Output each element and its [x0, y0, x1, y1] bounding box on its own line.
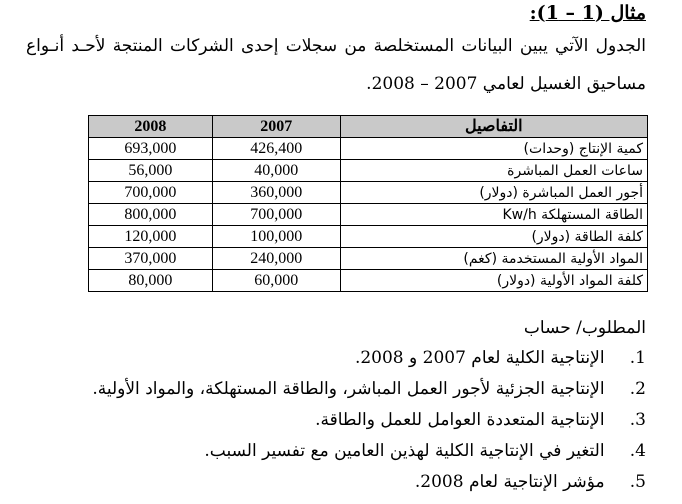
cell-label: كمية الإنتاج (وحدات) — [340, 138, 647, 160]
list-item — [92, 436, 646, 467]
cell-2008: 800,000 — [89, 204, 213, 226]
item-number: 3. — [629, 410, 646, 430]
cell-2007: 426,400 — [212, 138, 340, 160]
item-number: 4. — [629, 441, 646, 461]
list-item — [92, 467, 646, 498]
cell-2008: 700,000 — [89, 182, 213, 204]
intro-line-2: مساحيق الغسيل لعامي 2007 – 2008. — [366, 74, 646, 94]
example-title — [530, 2, 646, 24]
cell-label: أجور العمل المباشرة (دولار) — [340, 182, 647, 204]
cell-label: المواد الأولية المستخدمة (كغم) — [340, 248, 647, 270]
cell-2007: 100,000 — [212, 226, 340, 248]
requirements-list — [92, 343, 646, 498]
data-table — [88, 115, 648, 292]
list-item — [92, 343, 646, 374]
item-number: 1. — [629, 348, 646, 368]
cell-2008: 693,000 — [89, 138, 213, 160]
cell-2007: 60,000 — [212, 270, 340, 292]
cell-label: الطاقة المستهلكة Kw/h — [340, 204, 647, 226]
item-number: 5. — [629, 472, 646, 492]
intro-line-1: الجدول الآتي يبين البيانات المستخلصة من سجلات إحدى الشركات المنتجة لأحـد أنـواع — [26, 36, 646, 56]
cell-2007: 360,000 — [212, 182, 340, 204]
cell-2008: 80,000 — [89, 270, 213, 292]
table-row — [89, 270, 648, 292]
requirements-title: المطلوب/ حساب — [523, 318, 646, 338]
header-details: التفاصيل — [340, 116, 647, 138]
item-text: الإنتاجية الكلية لعام 2007 و 2008. — [354, 348, 605, 368]
table-row — [89, 182, 648, 204]
item-number: 2. — [629, 379, 646, 399]
header-2007: 2007 — [212, 116, 340, 138]
cell-2008: 56,000 — [89, 160, 213, 182]
cell-label: كلفة المواد الأولية (دولار) — [340, 270, 647, 292]
cell-2008: 370,000 — [89, 248, 213, 270]
item-text: الإنتاجية المتعددة العوامل للعمل والطاقة. — [315, 410, 605, 430]
table-row — [89, 226, 648, 248]
cell-2007: 40,000 — [212, 160, 340, 182]
cell-2007: 700,000 — [212, 204, 340, 226]
header-2008: 2008 — [89, 116, 213, 138]
item-text: مؤشر الإنتاجية لعام 2008. — [414, 472, 605, 492]
cell-label: كلفة الطاقة (دولار) — [340, 226, 647, 248]
cell-label: ساعات العمل المباشرة — [340, 160, 647, 182]
list-item — [92, 405, 646, 436]
table-row — [89, 248, 648, 270]
cell-2007: 240,000 — [212, 248, 340, 270]
table-row — [89, 138, 648, 160]
table-row — [89, 204, 648, 226]
example-title-text: مثال (1 – 1): — [529, 2, 646, 24]
cell-2008: 120,000 — [89, 226, 213, 248]
list-item — [92, 374, 646, 405]
table-row — [89, 160, 648, 182]
table-header-row — [89, 116, 648, 138]
item-text: التغير في الإنتاجية الكلية لهذين العامين مع تفسير السبب. — [204, 441, 605, 461]
item-text: الإنتاجية الجزئية لأجور العمل المباشر، والطاقة المستهلكة، والمواد الأولية. — [92, 379, 605, 399]
